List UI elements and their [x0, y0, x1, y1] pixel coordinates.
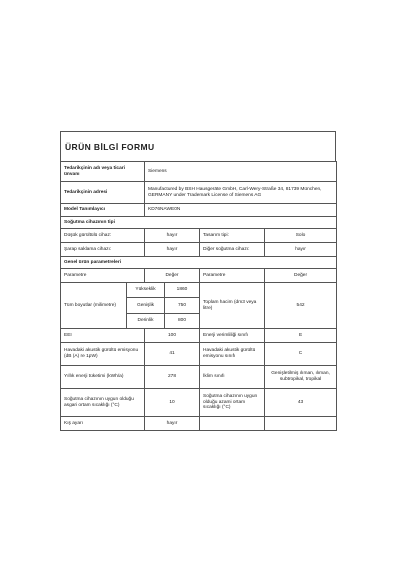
empty-cell [265, 417, 337, 431]
model-row [61, 204, 337, 217]
width-label: Genişlik [127, 298, 165, 314]
noise-label: Havadaki akustik gürültü emisyonu (dB (A) re 1pW) [61, 343, 145, 366]
volume-value: 542 [265, 283, 337, 329]
temperature-row [61, 389, 337, 417]
max-temp-label: Soğutma cihazının uygun olduğu azami ortam sıcaklığı (°C) [200, 389, 265, 417]
noise-class-value: C [265, 343, 337, 366]
depth-label: Derinlik [127, 314, 165, 329]
low-noise-label: Düşük gürültülü cihaz: [61, 229, 145, 243]
type-section-heading: Soğutma cihazının tipi [61, 217, 337, 229]
width-value: 750 [165, 298, 200, 314]
model-value: KD76NAWE0N [145, 204, 337, 217]
noise-value: 41 [145, 343, 200, 366]
max-temp-value: 43 [265, 389, 337, 417]
height-label: Yükseklik [127, 283, 165, 298]
dims-label: Tüm boyutlar (milimetre) [61, 283, 127, 329]
winter-row [61, 417, 337, 431]
address-label: Tedarikçinin adresi [61, 182, 145, 204]
type-section-row [61, 217, 337, 229]
wine-label: Şarap saklama cihazı: [61, 243, 145, 257]
title-box [60, 131, 336, 161]
annual-energy-row [61, 366, 337, 389]
climate-label: İklim sınıfı [200, 366, 265, 389]
product-info-table [60, 161, 337, 431]
value-header: Değer [145, 269, 200, 283]
annual-energy-value: 278 [145, 366, 200, 389]
supplier-value: Siemens [145, 162, 337, 182]
annual-energy-label: Yıllık enerji tüketimi (kWh/a) [61, 366, 145, 389]
depth-value: 800 [165, 314, 200, 329]
height-value: 1860 [165, 283, 200, 298]
energy-class-value: E [265, 329, 337, 343]
product-info-sheet [60, 131, 336, 431]
header-row [61, 269, 337, 283]
param-header-2: Parametre [200, 269, 265, 283]
address-value: Manufactured by BSH Hausgeräte GmbH, Carl-Wery-Straße 34, 81739 München, GERMANY under Trademark License of Siemens AG [145, 182, 337, 204]
supplier-label: Tedarikçinin adı veya ticari ünvanı [61, 162, 145, 182]
winter-label: Kış ayarı [61, 417, 145, 431]
eei-row [61, 329, 337, 343]
value-header-2: Değer [265, 269, 337, 283]
eei-label: EEI [61, 329, 145, 343]
eei-value: 100 [145, 329, 200, 343]
noise-row [61, 343, 337, 366]
param-header: Parametre [61, 269, 145, 283]
wine-value: hayır [145, 243, 200, 257]
min-temp-label: Soğutma cihazının uygun olduğu asgari ortam sıcaklığı (°C) [61, 389, 145, 417]
design-label: Tasarım tipi: [200, 229, 265, 243]
general-section-row [61, 257, 337, 269]
height-row [61, 283, 337, 298]
wine-row [61, 243, 337, 257]
volume-label: Toplam hacim (dm3 veya litre) [200, 283, 265, 329]
low-noise-row [61, 229, 337, 243]
energy-class-label: Enerji verimliliği sınıfı [200, 329, 265, 343]
other-value: hayır [265, 243, 337, 257]
other-label: Diğer soğutma cihazı: [200, 243, 265, 257]
empty-cell [200, 417, 265, 431]
form-title: ÜRÜN BİLGİ FORMU [65, 141, 155, 152]
model-label: Model Tanımlayıcı [61, 204, 145, 217]
noise-class-label: Havadaki akustik gürültü emisyonu sınıfı [200, 343, 265, 366]
general-section-heading: Genel ürün parametreleri [61, 257, 337, 269]
design-value: Solo [265, 229, 337, 243]
min-temp-value: 10 [145, 389, 200, 417]
climate-value: Genişletilmiş ılıman, ılıman, subtropikal, tropikal [265, 366, 337, 389]
winter-value: hayır [145, 417, 200, 431]
address-row [61, 182, 337, 204]
low-noise-value: hayır [145, 229, 200, 243]
supplier-row [61, 162, 337, 182]
